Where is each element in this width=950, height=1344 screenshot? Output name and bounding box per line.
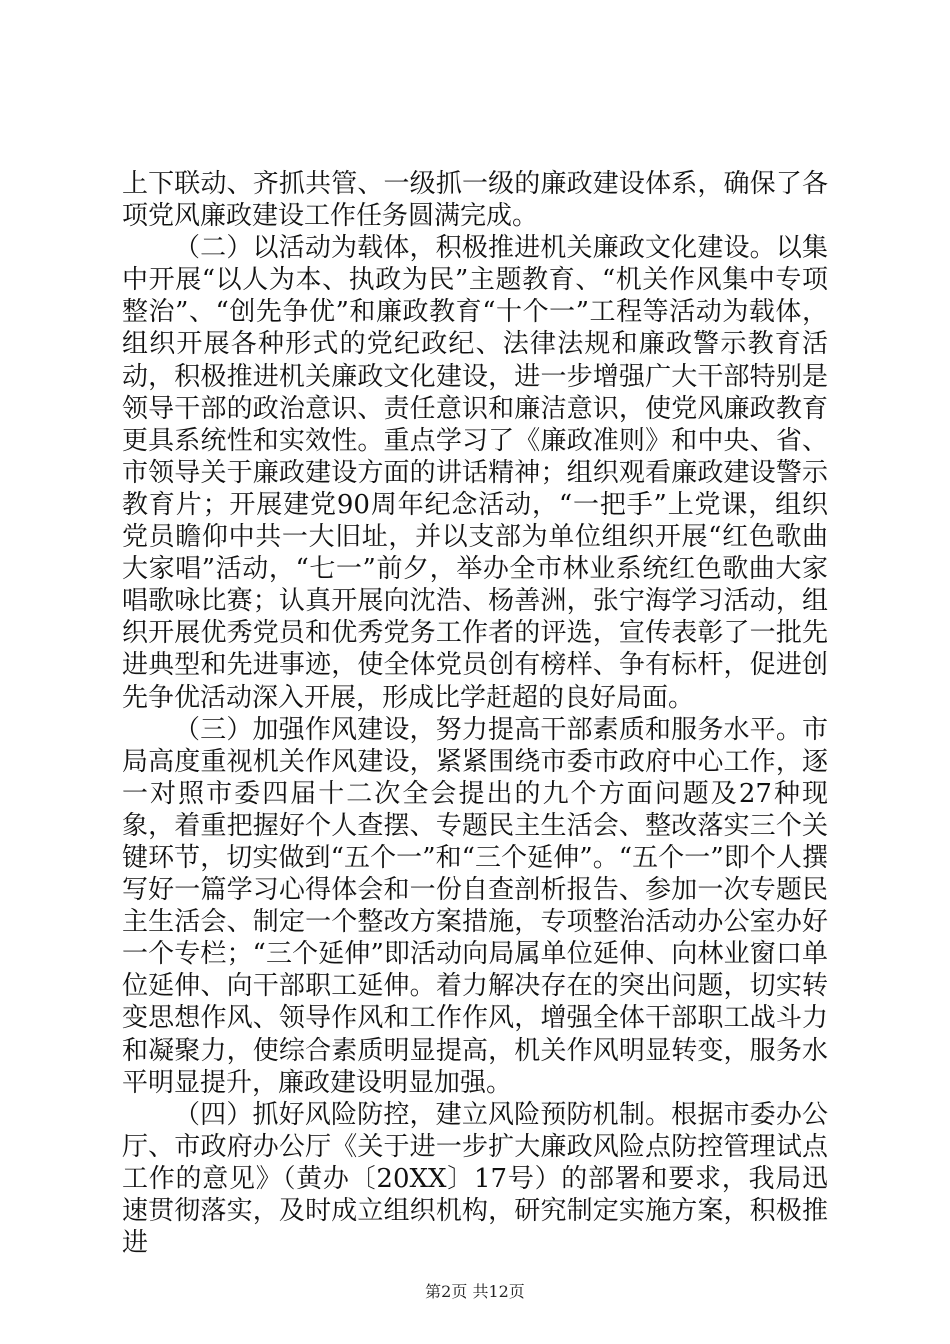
paragraph-continuation: 上下联动、齐抓共管、一级抓一级的廉政建设体系，确保了各项党风廉政建设工作任务圆满完成。: [122, 169, 828, 232]
paragraph-section-4: （四）抓好风险防控，建立风险预防机制。根据市委办公厅、市政府办公厅《关于进一步扩大廉政风险点防控管理试点工作的意见》（黄办〔20XX〕17号）的部署和要求，我局迅速贯彻落实，及时成立组织机构，研究制定实施方案，积极推进: [122, 1099, 828, 1259]
document-body: [122, 168, 828, 1259]
paragraph-section-2: （二）以活动为载体，积极推进机关廉政文化建设。以集中开展“以人为本、执政为民”主题教育、“机关作风集中专项整治”、“创先争优”和廉政教育“十个一”工程等活动为载体，组织开展各种形式的党纪政纪、法律法规和廉政警示教育活动，积极推进机关廉政文化建设，进一步增强广大干部特别是领导干部的政治意识、责任意识和廉洁意识，使党风廉政教育更具系统性和实效性。重点学习了《廉政准则》和中央、省、市领导关于廉政建设方面的讲话精神；组织观看廉政建设警示教育片；开展建党90周年纪念活动，“一把手”上党课，组织党员瞻仰中共一大旧址，并以支部为单位组织开展“红色歌曲大家唱”活动，“七一”前夕，举办全市林业系统红色歌曲大家唱歌咏比赛；认真开展向沈浩、杨善洲，张宁海学习活动，组织开展优秀党员和优秀党务工作者的评选，宣传表彰了一批先进典型和先进事迹，使全体党员创有榜样、争有标杆，促进创先争优活动深入开展，形成比学赶超的良好局面。: [122, 233, 828, 713]
page-number-footer: 第2页 共12页: [425, 1282, 525, 1301]
paragraph-section-3: （三）加强作风建设，努力提高干部素质和服务水平。市局高度重视机关作风建设，紧紧围绕市委市政府中心工作，逐一对照市委四届十二次全会提出的九个方面问题及27种现象，着重把握好个人查摆、专题民主生活会、整改落实三个关键环节，切实做到“五个一”和“三个延伸”。“五个一”即个人撰写好一篇学习心得体会和一份自查剖析报告、参加一次专题民主生活会、制定一个整改方案措施，专项整治活动办公室办好一个专栏；“三个延伸”即活动向局属单位延伸、向林业窗口单位延伸、向干部职工延伸。着力解决存在的突出问题，切实转变思想作风、领导作风和工作作风，增强全体干部职工战斗力和凝聚力，使综合素质明显提高，机关作风明显转变，服务水平明显提升，廉政建设明显加强。: [122, 714, 828, 1098]
